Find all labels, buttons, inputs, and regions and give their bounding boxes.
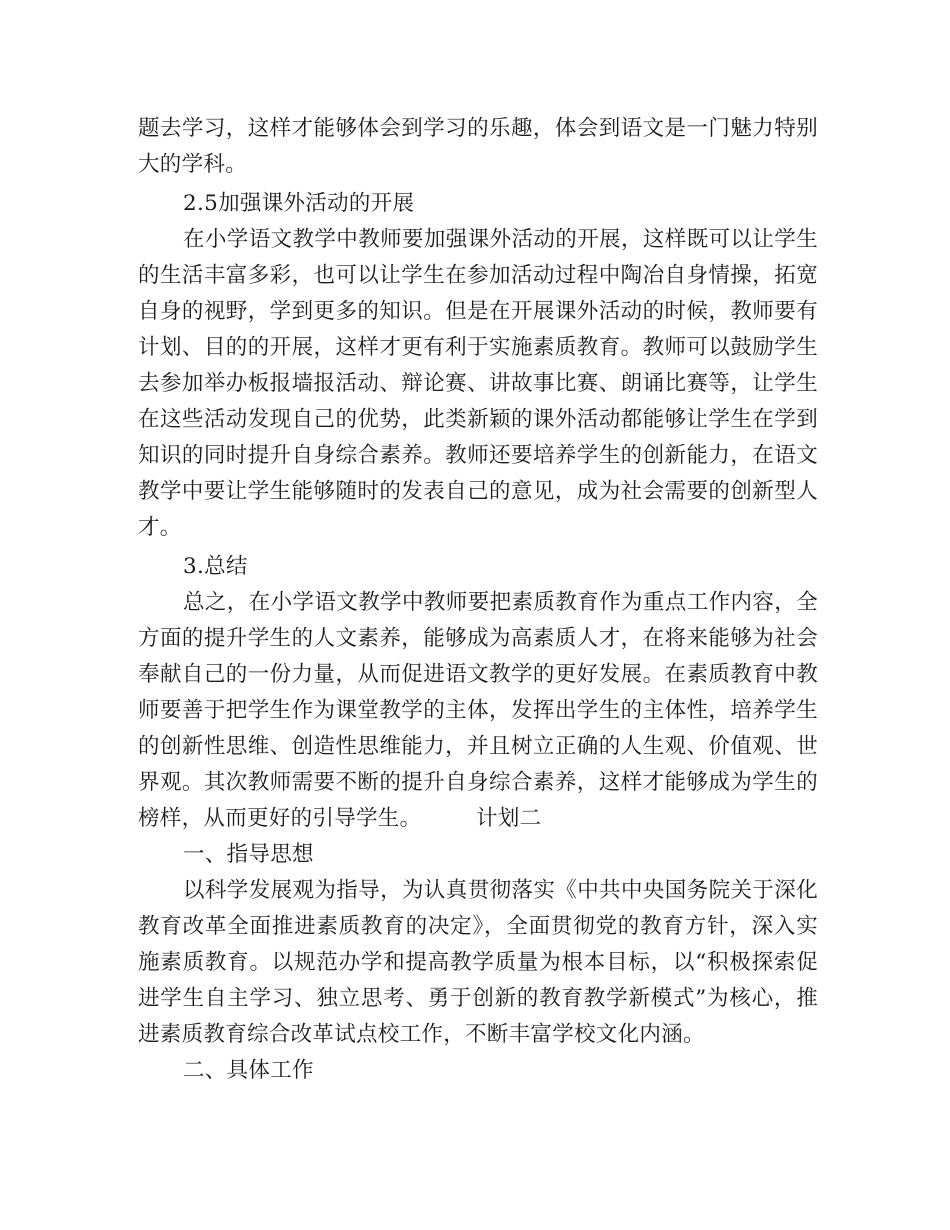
text-line: 进素质教育综合改革试点校工作，不断丰富学校文化内涵。 <box>138 1022 705 1047</box>
text-line: 的生活丰富多彩，也可以让学生在参加活动过程中陶冶自身情操，拓宽 <box>138 263 818 288</box>
text-line: 总之，在小学语文教学中教师要把素质教育作为重点工作内容，全 <box>183 590 818 615</box>
text-line: 以科学发展观为指导，为认真贯彻落实《中共中央国务院关于深化 <box>183 878 818 903</box>
text-line: 计划、目的的开展，这样才更有利于实施素质教育。教师可以鼓励学生 <box>138 335 818 360</box>
text-line: 题去学习，这样才能够体会到学习的乐趣，体会到语文是一门魅力特别 <box>138 116 818 141</box>
text-line: 大的学科。 <box>138 152 248 177</box>
section-heading: 3.总结 <box>183 554 248 579</box>
text-line: 去参加举办板报墙报活动、辩论赛、讲故事比赛、朗诵比赛等，让学生 <box>138 371 818 396</box>
text-line: 自身的视野，学到更多的知识。但是在开展课外活动的时候，教师要有 <box>138 299 818 324</box>
text-line: 的创新性思维、创造性思维能力，并且树立正确的人生观、价值观、世 <box>138 734 818 759</box>
text-line: 在这些活动发现自己的优势，此类新颖的课外活动都能够让学生在学到 <box>138 407 818 432</box>
text-line: 师要善于把学生作为课堂教学的主体，发挥出学生的主体性，培养学生 <box>138 698 818 723</box>
text-line: 进学生自主学习、独立思考、勇于创新的教育教学新模式”为核心，推 <box>138 986 818 1011</box>
section-heading: 2.5加强课外活动的开展 <box>183 191 415 216</box>
section-heading: 二、具体工作 <box>183 1058 314 1083</box>
text-line: 知识的同时提升自身综合素养。教师还要培养学生的创新能力，在语文 <box>138 443 818 468</box>
text-line: 施素质教育。以规范办学和提高教学质量为根本目标，以“积极探索促 <box>138 950 818 975</box>
text-line: 在小学语文教学中教师要加强课外活动的开展，这样既可以让学生 <box>183 227 818 252</box>
section-heading: 一、指导思想 <box>183 842 314 867</box>
text-line: 界观。其次教师需要不断的提升自身综合素养，这样才能够成为学生的 <box>138 770 818 795</box>
text-line: 才。 <box>138 515 182 540</box>
text-line: 教学中要让学生能够随时的发表自己的意见，成为社会需要的创新型人 <box>138 479 818 504</box>
text-line: 奉献自己的一份力量，从而促进语文教学的更好发展。在素质教育中教 <box>138 662 818 687</box>
text-line: 教育改革全面推进素质教育的决定》，全面贯彻党的教育方针，深入实 <box>138 914 818 939</box>
text-line: 方面的提升学生的人文素养，能够成为高素质人才，在将来能够为社会 <box>138 626 818 651</box>
text-line: 榜样，从而更好的引导学生。 计划二 <box>138 806 542 831</box>
